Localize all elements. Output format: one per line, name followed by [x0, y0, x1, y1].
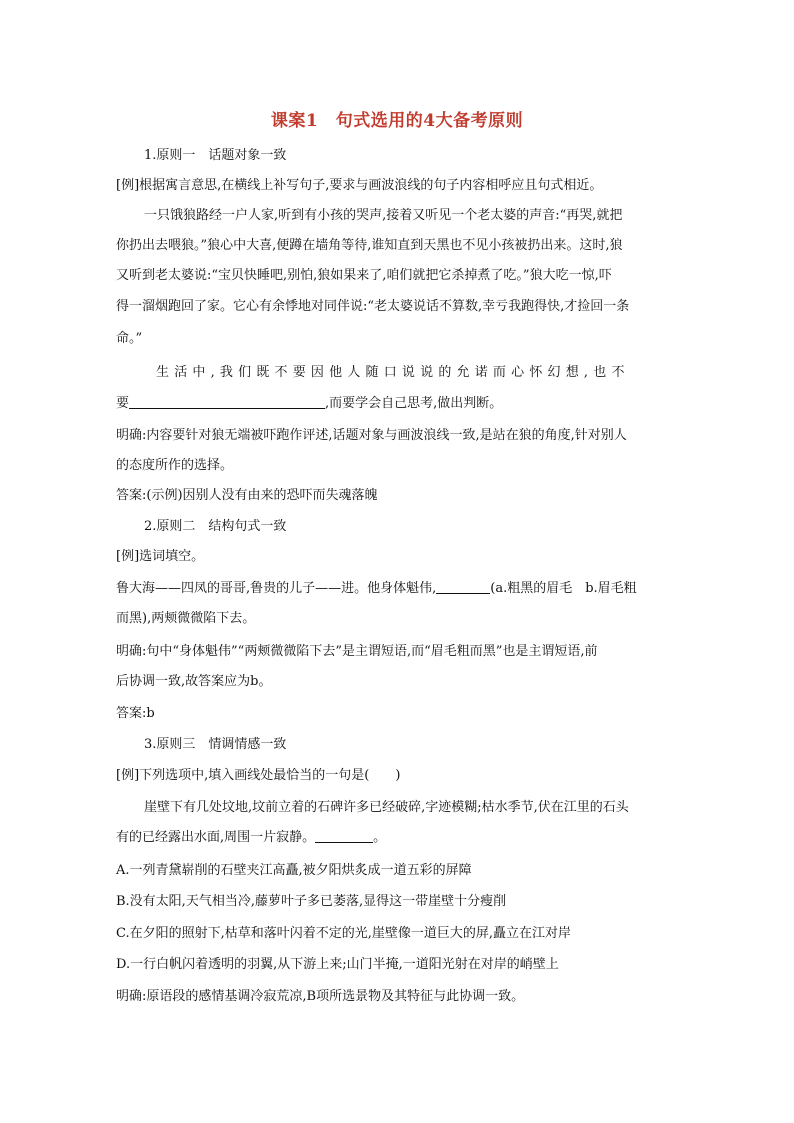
section-2-explanation-2: 后协调一致,故答案应为b。 [116, 674, 272, 689]
fable-line-5: 命。” [116, 331, 143, 346]
section-2-explanation-1: 明确:句中“身体魁伟”“两颊微微陷下去”是主谓短语,而“眉毛粗而黑”也是主谓短语,前 [116, 644, 598, 659]
section-2-heading: 2.原则二 结构句式一致 [144, 519, 287, 534]
answer-blank [436, 581, 490, 594]
section-2-example: [例]选词填空。 [116, 549, 205, 564]
question-suffix: ,而要学会自己思考,做出判断。 [325, 396, 503, 411]
question-part-b: (a.粗黑的眉毛 b.眉毛粗 [490, 581, 637, 596]
fable-line-1: 一只饿狼路经一户人家,听到有小孩的哭声,接着又听见一个老太婆的声音:“再哭,就把 [144, 208, 623, 223]
fable-line-4: 得一溜烟跑回了家。它心有余悸地对同伴说:“老太婆说话不算数,幸亏我跑得快,才捡回一条 [116, 299, 630, 314]
explanation-line-2: 的态度所作的选择。 [116, 458, 234, 473]
option-b: B.没有太阳,天气相当冷,藤萝叶子多已萎落,显得这一带崖壁十分瘦削 [116, 894, 507, 909]
section-2-question-line-1 [116, 580, 686, 598]
passage-text: 有的已经露出水面,周围一片寂静。 [116, 830, 316, 845]
question-line-1: 生活中,我们既不要因他人随口说说的允诺而心怀幻想,也不 [156, 365, 630, 380]
section-2-question-line-2: 而黑),两颊微微陷下去。 [116, 611, 256, 626]
passage-line-1: 崖壁下有几处坟地,坟前立着的石碑许多已经破碎,字迹模糊;枯水季节,伏在江里的石头 [144, 800, 629, 815]
option-c: C.在夕阳的照射下,枯草和落叶闪着不定的光,崖壁像一道巨大的屏,矗立在江对岸 [116, 926, 572, 941]
fable-line-2: 你扔出去喂狼。”狼心中大喜,便蹲在墙角等待,谁知直到天黑也不见小孩被扔出来。这时,狼 [116, 238, 623, 253]
answer-2: 答案:b [116, 706, 155, 721]
question-part-a: 鲁大海——四凤的哥哥,鲁贵的儿子——进。他身体魁伟, [116, 581, 437, 596]
explanation-line-1: 明确:内容要针对狼无端被吓跑作评述,话题对象与画波浪线一致,是站在狼的角度,针对别人 [116, 428, 627, 443]
page-title: 课案1 句式选用的4大备考原则 [270, 111, 524, 131]
section-1-example: [例]根据寓言意思,在横线上补写句子,要求与画波浪线的句子内容相呼应且句式相近。 [116, 178, 603, 193]
question-line-2 [116, 395, 686, 413]
question-prefix: 要 [116, 396, 130, 411]
section-1-heading: 1.原则一 话题对象一致 [144, 148, 287, 163]
passage-end: 。 [373, 830, 387, 845]
answer-blank [129, 396, 325, 409]
option-a: A.一列青黛崭削的石壁夹江高矗,被夕阳烘炙成一道五彩的屏障 [116, 863, 472, 878]
answer-1: 答案:(示例)因别人没有由来的恐吓而失魂落魄 [116, 488, 378, 503]
answer-blank [315, 830, 373, 843]
fable-line-3: 又听到老太婆说:“宝贝快睡吧,别怕,狼如果来了,咱们就把它杀掉煮了吃。”狼大吃一惊,吓 [116, 268, 612, 283]
section-3-example: [例]下列选项中,填入画线处最恰当的一句是( ) [116, 768, 401, 783]
option-d: D.一行白帆闪着透明的羽翼,从下游上来;山门半掩,一道阳光射在对岸的峭壁上 [116, 957, 559, 972]
section-3-explanation: 明确:原语段的感情基调冷寂荒凉,B项所选景物及其特征与此协调一致。 [116, 989, 525, 1004]
passage-line-2 [116, 829, 686, 847]
section-3-heading: 3.原则三 情调情感一致 [144, 737, 287, 752]
